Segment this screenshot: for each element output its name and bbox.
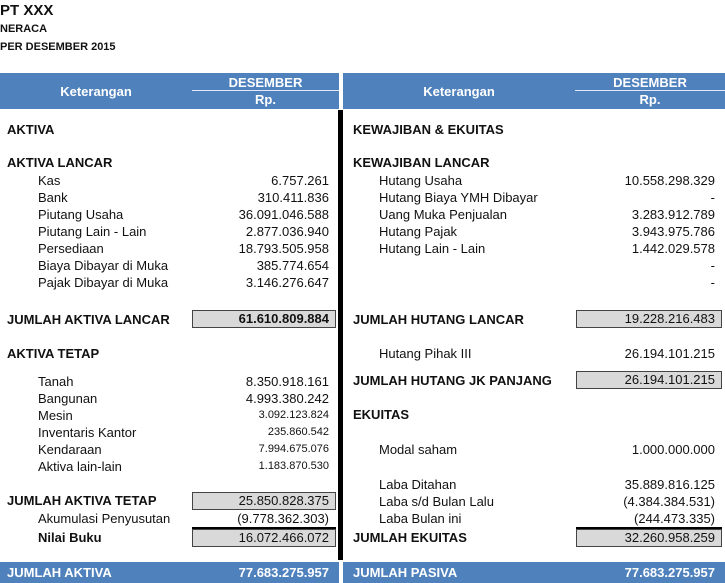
total-jk-panjang-value: 26.194.101.215 <box>576 371 722 389</box>
left-col-month <box>192 73 339 109</box>
total-hutang-lancar-value: 19.228.216.483 <box>576 310 722 328</box>
item-label: Pajak Dibayar di Muka <box>38 275 169 290</box>
nilai-buku-label: Nilai Buku <box>38 530 102 545</box>
total-ekuitas-value: 32.260.958.259 <box>576 529 722 547</box>
statement-title: NERACA <box>0 23 48 35</box>
item-label: Hutang Lain - Lain <box>379 241 486 256</box>
item-label: Hutang Pajak <box>379 224 458 239</box>
item-label: Inventaris Kantor <box>38 425 137 440</box>
right-month-label: DESEMBER <box>613 75 687 90</box>
item-label: Kendaraan <box>38 442 102 457</box>
laba-ini-label: Laba Bulan ini <box>379 511 462 526</box>
item-value: - <box>710 190 715 205</box>
item-label: Hutang Usaha <box>379 173 463 188</box>
right-currency-label: Rp. <box>639 92 661 107</box>
item-label: Kas <box>38 173 61 188</box>
right-col-label: Keterangan <box>423 83 495 99</box>
item-label: Uang Muka Penjualan <box>379 207 507 222</box>
item-label: Persediaan <box>38 241 104 256</box>
item-label: Piutang Usaha <box>38 207 124 222</box>
item-value: 6.757.261 <box>271 173 329 188</box>
left-month-label: DESEMBER <box>228 75 303 90</box>
item-value: 1.442.029.578 <box>631 241 715 256</box>
ekuitas-heading: EKUITAS <box>353 407 410 422</box>
column-divider <box>338 110 343 560</box>
aktiva-heading: AKTIVA <box>7 122 55 137</box>
akumulasi-value: (9.778.362.303) <box>237 511 329 526</box>
item-value: 36.091.046.588 <box>238 207 329 222</box>
modal-value: 1.000.000.000 <box>631 442 715 457</box>
item-label: Bangunan <box>38 391 98 406</box>
item-value: - <box>710 258 715 273</box>
company-title: PT XXX <box>0 2 54 19</box>
item-value: 3.146.276.647 <box>245 275 329 290</box>
item-label: Tanah <box>38 374 74 389</box>
total-aktiva-label: JUMLAH AKTIVA <box>7 565 112 580</box>
kewajiban-ekuitas-heading: KEWAJIBAN & EKUITAS <box>353 122 504 137</box>
item-value: 2.877.036.940 <box>245 224 329 239</box>
right-header-divider <box>575 90 725 91</box>
total-ekuitas-label: JUMLAH EKUITAS <box>353 530 467 545</box>
laba-lalu-value: (4.384.384.531) <box>623 494 715 509</box>
total-aktiva-tetap-label: JUMLAH AKTIVA TETAP <box>7 493 157 508</box>
laba-ditahan-label: Laba Ditahan <box>379 477 457 492</box>
item-label: Aktiva lain-lain <box>38 459 122 474</box>
footer-total-aktiva <box>0 562 339 583</box>
item-value: 10.558.298.329 <box>624 173 715 188</box>
left-header-divider <box>192 90 339 91</box>
hutang-pihak-label: Hutang Pihak III <box>379 346 472 361</box>
item-value: 3.943.975.786 <box>631 224 715 239</box>
aktiva-lancar-heading: AKTIVA LANCAR <box>7 155 113 170</box>
item-label: Mesin <box>38 408 73 423</box>
nilai-buku-value: 16.072.466.072 <box>192 529 336 547</box>
item-value: 310.411.836 <box>257 190 329 205</box>
aktiva-tetap-heading: AKTIVA TETAP <box>7 346 100 361</box>
total-jk-panjang-label: JUMLAH HUTANG JK PANJANG <box>353 373 552 388</box>
item-label: Biaya Dibayar di Muka <box>38 258 169 273</box>
item-value: 7.994.675.076 <box>258 443 329 455</box>
item-value: 1.183.870.530 <box>258 460 329 472</box>
laba-ini-value: (244.473.335) <box>634 511 715 526</box>
kewajiban-lancar-heading: KEWAJIBAN LANCAR <box>353 155 490 170</box>
item-label: Bank <box>38 190 68 205</box>
modal-label: Modal saham <box>379 442 458 457</box>
laba-ditahan-value: 35.889.816.125 <box>624 477 715 492</box>
item-value: 8.350.918.161 <box>245 374 329 389</box>
item-value: - <box>710 275 715 290</box>
item-label: Hutang Biaya YMH Dibayar <box>379 190 538 205</box>
period-title: PER DESEMBER 2015 <box>0 41 116 53</box>
left-currency-label: Rp. <box>255 92 276 107</box>
footer-total-pasiva <box>343 562 725 583</box>
total-pasiva-value: 77.683.275.957 <box>624 565 715 580</box>
total-aktiva-tetap-value: 25.850.828.375 <box>192 492 336 510</box>
hutang-pihak-value: 26.194.101.215 <box>624 346 715 361</box>
item-value: 3.283.912.789 <box>631 207 715 222</box>
total-pasiva-label: JUMLAH PASIVA <box>353 565 458 580</box>
laba-lalu-label: Laba s/d Bulan Lalu <box>379 494 494 509</box>
item-value: 235.860.542 <box>267 426 329 438</box>
total-aktiva-value: 77.683.275.957 <box>238 565 329 580</box>
total-aktiva-lancar-value: 61.610.809.884 <box>192 310 336 328</box>
left-col-label: Keterangan <box>60 83 132 99</box>
item-value: 18.793.505.958 <box>238 241 329 256</box>
total-aktiva-lancar-label: JUMLAH AKTIVA LANCAR <box>7 312 170 327</box>
right-col-month <box>575 73 725 109</box>
item-value: 4.993.380.242 <box>245 391 329 406</box>
left-header <box>0 73 339 109</box>
right-header <box>343 73 725 109</box>
item-value: 385.774.654 <box>256 258 329 273</box>
item-label: Piutang Lain - Lain <box>38 224 147 239</box>
akumulasi-label: Akumulasi Penyusutan <box>38 511 171 526</box>
total-hutang-lancar-label: JUMLAH HUTANG LANCAR <box>353 312 524 327</box>
item-value: 3.092.123.824 <box>258 409 329 421</box>
